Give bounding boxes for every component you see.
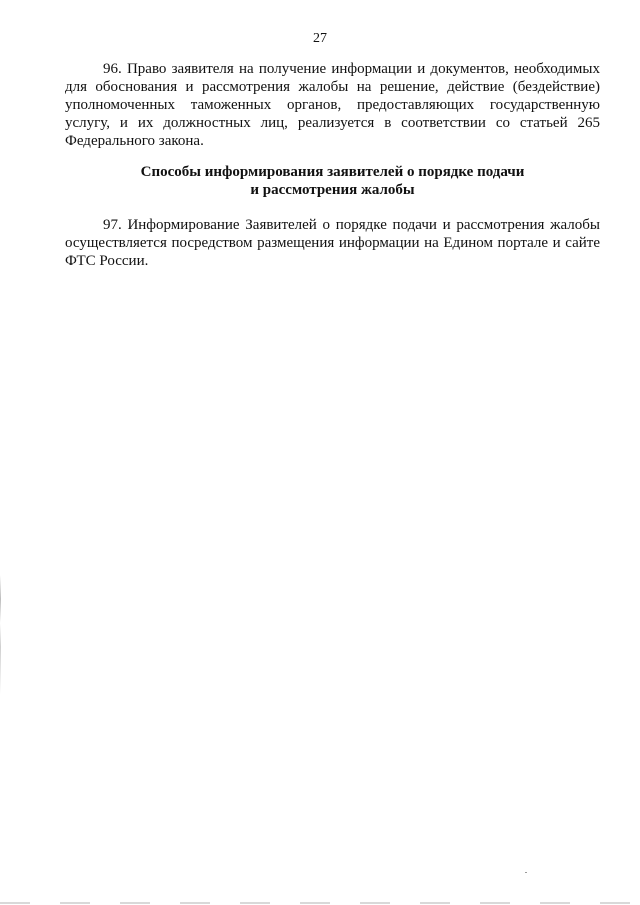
section-heading-line-2: и рассмотрения жалобы bbox=[250, 182, 415, 198]
scan-dot bbox=[525, 872, 527, 873]
scan-edge-bottom bbox=[0, 902, 640, 904]
paragraph-97: 97. Информирование Заявителей о порядке подачи и рассмотрения жалобы осуществляется посредством размещения информации на Едином портале и сайте ФТС России. bbox=[65, 217, 600, 269]
scan-edge-left bbox=[0, 575, 1, 695]
page-number: 27 bbox=[313, 31, 327, 46]
section-heading bbox=[65, 163, 600, 199]
paragraph-96: 96. Право заявителя на получение информации и документов, необходимых для обоснования и рассмотрения жалобы на решение, действие (бездействие) уполномоченных таможенных органов, предоставляющих государственную услугу, и их должностных лиц, реализуется в соответствии со статьей 265 Федерального закона. bbox=[65, 61, 600, 149]
section-heading-line-1: Способы информирования заявителей о порядке подачи bbox=[140, 164, 525, 180]
